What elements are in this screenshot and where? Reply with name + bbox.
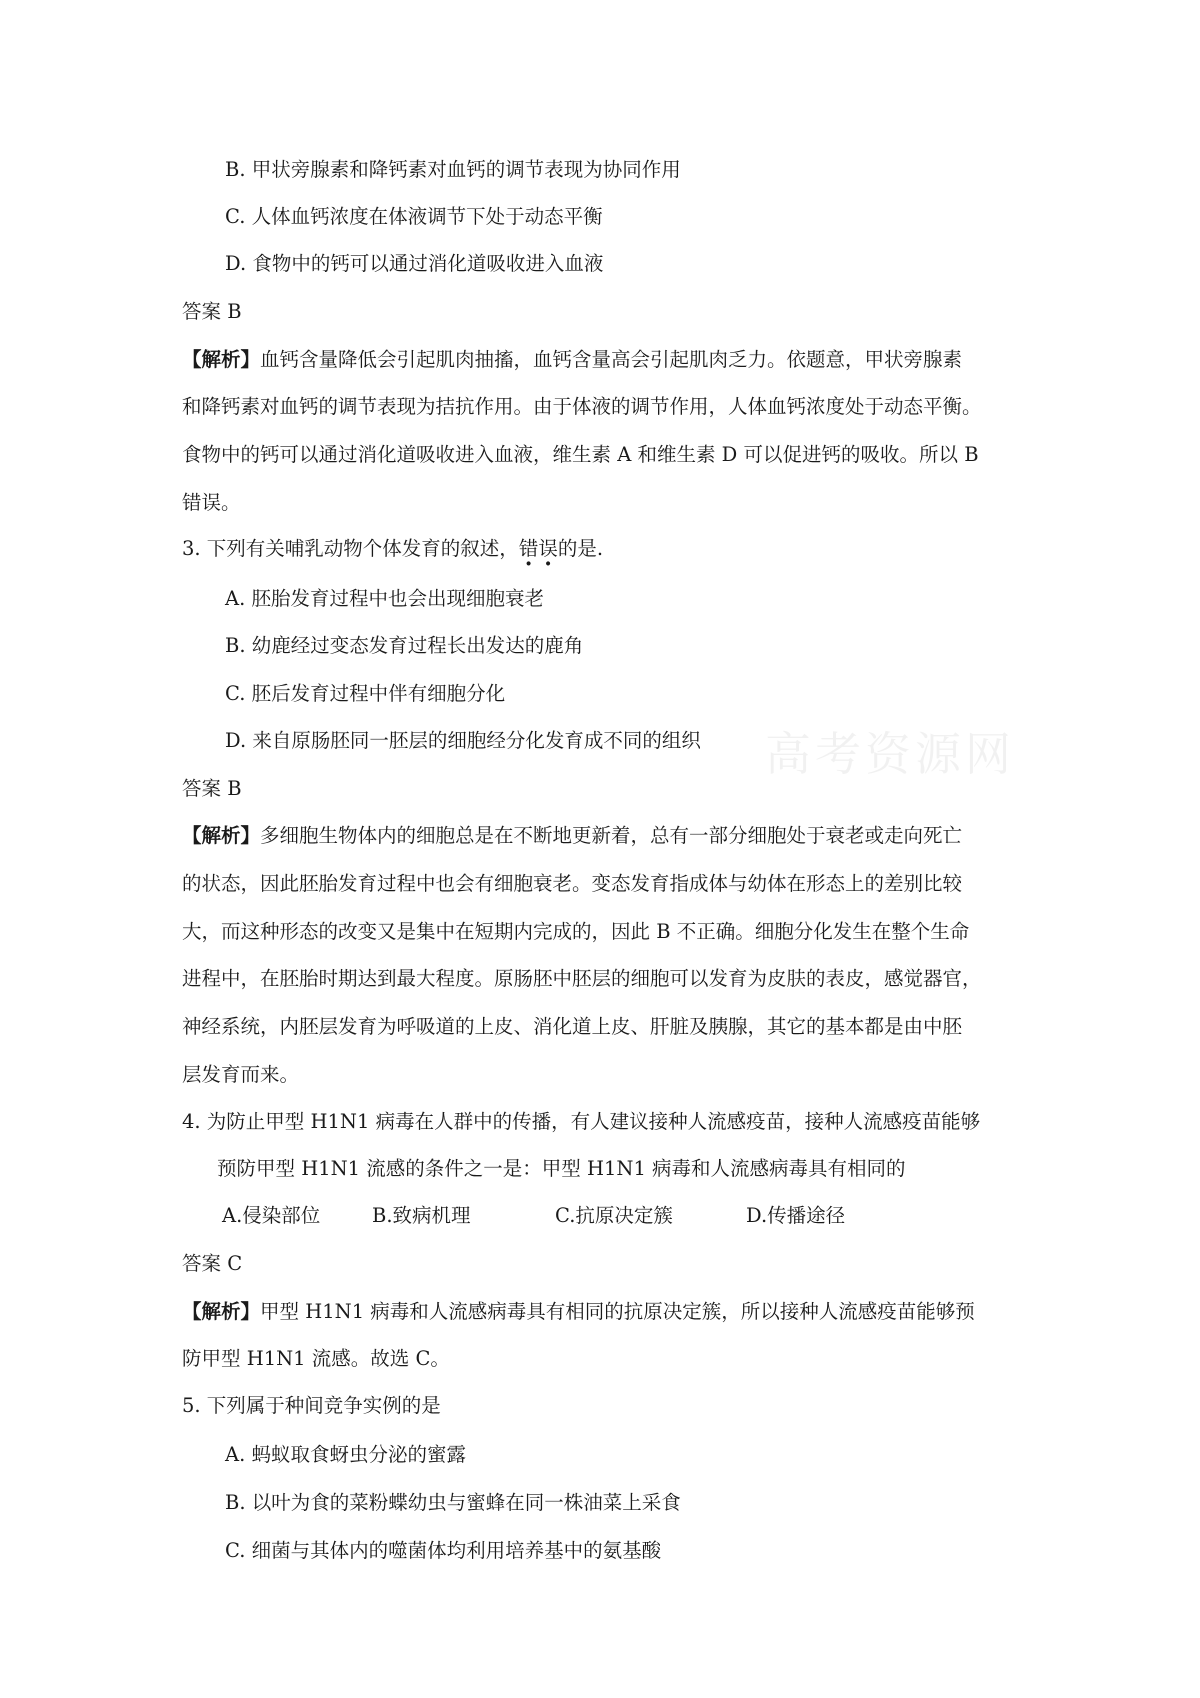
q3-option-d: D. 来自原肠胚同一胚层的细胞经分化发育成不同的组织 [225, 729, 701, 752]
q3-analysis-line-2: 的状态，因此胚胎发育过程中也会有细胞衰老。变态发育指成体与幼体在形态上的差别比较 [182, 872, 963, 895]
q3-analysis-line-3: 大，而这种形态的改变又是集中在短期内完成的，因此 B 不正确。细胞分化发生在整个生命 [182, 920, 970, 943]
q3-analysis-line-6: 层发育而来。 [182, 1063, 300, 1086]
q3-analysis-line-4: 进程中，在胚胎时期达到最大程度。原肠胚中胚层的细胞可以发育为皮肤的表皮，感觉器官， [182, 967, 982, 990]
q2-option-b: B. 甲状旁腺素和降钙素对血钙的调节表现为协同作用 [225, 158, 681, 181]
analysis-tag: 【解析】 [182, 824, 261, 847]
analysis-text: 血钙含量降低会引起肌肉抽搐，血钙含量高会引起肌肉乏力。依题意，甲状旁腺素 [260, 348, 963, 371]
q4-option-d: D.传播途径 [746, 1204, 846, 1227]
emphasis-char: 错 [518, 537, 539, 560]
q4-option-a: A.侵染部位 [222, 1204, 321, 1227]
q2-analysis-line-1 [182, 346, 962, 374]
q3-analysis-line-5: 神经系统，内胚层发育为呼吸道的上皮、消化道上皮、肝脏及胰腺，其它的基本都是由中胚 [182, 1015, 963, 1038]
q3-option-c: C. 胚后发育过程中伴有细胞分化 [225, 682, 506, 705]
q4-option-b: B.致病机理 [372, 1204, 471, 1227]
q5-stem: 5. 下列属于种间竞争实例的是 [182, 1394, 441, 1417]
q4-analysis-line-2: 防甲型 H1N1 流感。故选 C。 [182, 1347, 450, 1370]
q2-analysis-line-4: 错误。 [182, 491, 241, 514]
analysis-text: 多细胞生物体内的细胞总是在不断地更新着，总有一部分细胞处于衰老或走向死亡 [260, 824, 963, 847]
q3-analysis-line-1 [182, 822, 962, 850]
q4-answer: 答案 C [182, 1252, 243, 1275]
q3-option-b: B. 幼鹿经过变态发育过程长出发达的鹿角 [225, 634, 584, 657]
analysis-tag: 【解析】 [182, 348, 261, 371]
q3-stem [182, 535, 603, 563]
analysis-tag: 【解析】 [182, 1300, 261, 1323]
analysis-text: 甲型 H1N1 病毒和人流感病毒具有相同的抗原决定簇，所以接种人流感疫苗能够预 [260, 1300, 975, 1323]
q3-stem-end: 的是. [557, 537, 604, 560]
q3-option-a: A. 胚胎发育过程中也会出现细胞衰老 [225, 587, 544, 610]
q2-analysis-line-3: 食物中的钙可以通过消化道吸收进入血液，维生素 A 和维生素 D 可以促进钙的吸收。所以 B [182, 443, 979, 466]
q2-answer: 答案 B [182, 300, 242, 323]
q5-option-b: B. 以叶为食的菜粉蝶幼虫与蜜蜂在同一株油菜上采食 [225, 1491, 681, 1514]
q4-stem-line-1: 4. 为防止甲型 H1N1 病毒在人群中的传播，有人建议接种人流感疫苗，接种人流感疫苗能够 [182, 1110, 981, 1133]
q4-stem-line-2: 预防甲型 H1N1 流感的条件之一是：甲型 H1N1 病毒和人流感病毒具有相同的 [217, 1157, 906, 1180]
q3-answer: 答案 B [182, 777, 242, 800]
q2-option-c: C. 人体血钙浓度在体液调节下处于动态平衡 [225, 205, 603, 228]
q3-stem-text: 3. 下列有关哺乳动物个体发育的叙述， [182, 537, 519, 560]
q4-option-c: C.抗原决定簇 [555, 1204, 673, 1227]
q4-analysis-line-1 [182, 1298, 975, 1326]
emphasis-char: 误 [538, 537, 558, 560]
q2-option-d: D. 食物中的钙可以通过消化道吸收进入血液 [225, 252, 604, 275]
watermark: 高考资源网 [765, 727, 1015, 781]
q5-option-c: C. 细菌与其体内的噬菌体均利用培养基中的氨基酸 [225, 1539, 662, 1562]
q5-option-a: A. 蚂蚁取食蚜虫分泌的蜜露 [225, 1443, 466, 1466]
q2-analysis-line-2: 和降钙素对血钙的调节表现为拮抗作用。由于体液的调节作用，人体血钙浓度处于动态平衡。 [182, 395, 982, 418]
